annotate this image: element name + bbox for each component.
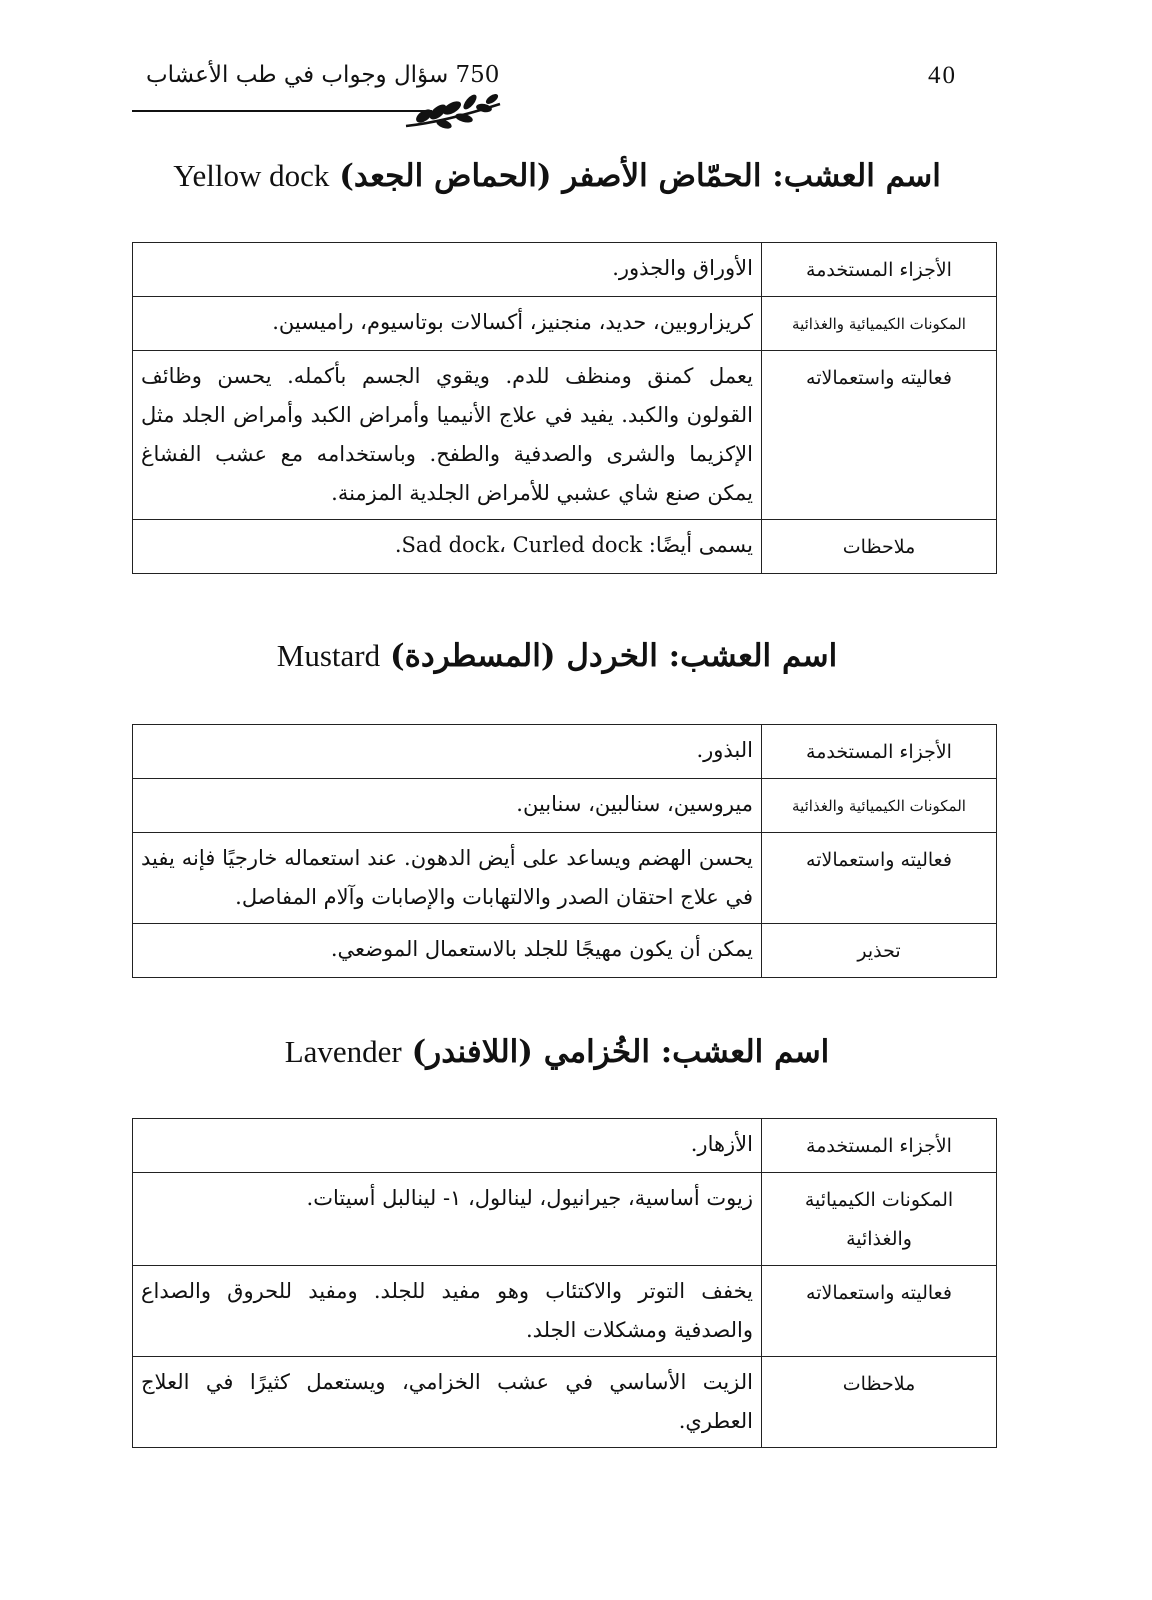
running-title: 750 سؤال وجواب في طب الأعشاب <box>146 62 500 88</box>
row-label: الأجزاء المستخدمة <box>762 725 997 779</box>
herb-title-latin: Lavender <box>284 1034 402 1069</box>
row-value: الأزهار. <box>133 1119 762 1173</box>
herb-title-arabic: اسم العشب: الخردل (المسطردة) <box>389 638 838 674</box>
row-value: الزيت الأساسي في عشب الخزامي، ويستعمل كثيرًا في العلاج العطري. <box>133 1357 762 1448</box>
table-row <box>133 1173 997 1266</box>
table-row <box>133 351 997 520</box>
leaf-branch-icon <box>404 92 504 130</box>
herb-title-latin: Yellow dock <box>173 158 330 193</box>
row-value: البذور. <box>133 725 762 779</box>
row-label: الأجزاء المستخدمة <box>762 1119 997 1173</box>
herb-table <box>132 724 997 978</box>
row-label: تحذير <box>762 924 997 978</box>
table-row <box>133 1357 997 1448</box>
table-row <box>133 833 997 924</box>
row-value: الأوراق والجذور. <box>133 243 762 297</box>
page-number: 40 <box>928 62 957 89</box>
table-row <box>133 1119 997 1173</box>
herb-table <box>132 1118 997 1448</box>
row-value: زيوت أساسية، جيرانيول، لينالول، ١- لينالبل أسيتات. <box>133 1173 762 1266</box>
table-row <box>133 779 997 833</box>
row-label: فعاليته واستعمالاته <box>762 833 997 924</box>
table-row <box>133 1266 997 1357</box>
herb-title <box>132 638 982 674</box>
row-value: يمكن أن يكون مهيجًا للجلد بالاستعمال الموضعي. <box>133 924 762 978</box>
row-label: المكونات الكيميائية والغذائية <box>762 779 997 833</box>
herb-title <box>132 1034 982 1070</box>
row-value: يخفف التوتر والاكتئاب وهو مفيد للجلد. ومفيد للحروق والصداع والصدفية ومشكلات الجلد. <box>133 1266 762 1357</box>
row-value: يعمل كمنق ومنظف للدم. ويقوي الجسم بأكمله. يحسن وظائف القولون والكبد. يفيد في علاج الأنيميا وأمراض الكبد وأمراض الجلد مثل الإكزيما والشرى والصدفية والطفح. وباستخدامه مع عشب الفشاغ يمكن صنع شاي عشبي للأمراض الجلدية المزمنة. <box>133 351 762 520</box>
row-label: المكونات الكيميائية والغذائية <box>762 297 997 351</box>
herb-title <box>132 158 982 194</box>
herb-title-arabic: اسم العشب: الحمّاض الأصفر (الحماض الجعد) <box>339 158 941 194</box>
row-value: يحسن الهضم ويساعد على أيض الدهون. عند استعماله خارجيًا فإنه يفيد في علاج احتقان الصدر والالتهابات والإصابات وآلام المفاصل. <box>133 833 762 924</box>
table-row <box>133 520 997 574</box>
row-label: ملاحظات <box>762 1357 997 1448</box>
page-header <box>132 62 982 122</box>
table-row <box>133 924 997 978</box>
herb-title-latin: Mustard <box>276 638 381 673</box>
herb-table <box>132 242 997 574</box>
row-label: فعاليته واستعمالاته <box>762 351 997 520</box>
row-value: كريزاروبين، حديد، منجنيز، أكسالات بوتاسيوم، راميسين. <box>133 297 762 351</box>
table-row <box>133 725 997 779</box>
herb-title-arabic: اسم العشب: الخُزامي (اللافندر) <box>411 1034 830 1070</box>
row-label: فعاليته واستعمالاته <box>762 1266 997 1357</box>
table-row <box>133 297 997 351</box>
row-label: ملاحظات <box>762 520 997 574</box>
row-label: الأجزاء المستخدمة <box>762 243 997 297</box>
row-label: المكونات الكيميائية والغذائية <box>762 1173 997 1266</box>
row-value: يسمى أيضًا: Sad dock، Curled dock. <box>133 520 762 574</box>
header-rule <box>132 110 432 112</box>
row-value: ميروسين، سنالبين، سنابين. <box>133 779 762 833</box>
table-row <box>133 243 997 297</box>
